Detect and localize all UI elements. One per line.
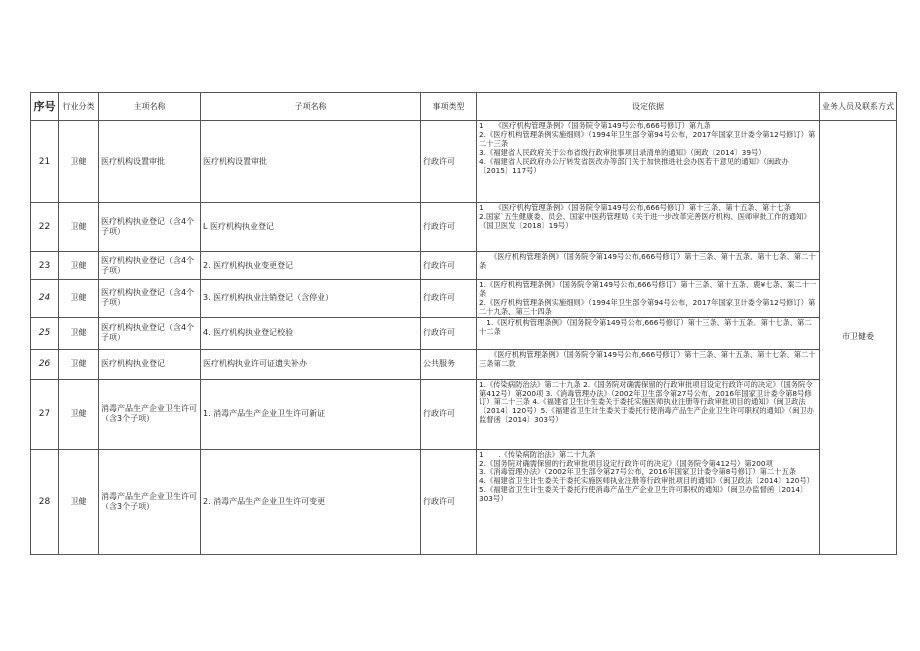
basis-line: 1.《医疗机构管理条例》（国务院令第149号公布,666号修订）第十三条、第十五条、第十七条、第二十二条 — [479, 317, 812, 336]
cell-industry: 卫健 — [59, 449, 99, 554]
cell-industry: 卫健 — [59, 252, 99, 280]
cell-contact: 市卫健委 — [820, 121, 897, 555]
basis-line: 2.《医疗机构管理条例实施细则》（1994年卫生部令第94号公布，2017年国家卫计委令第12号修订）第二十三条 — [479, 129, 816, 148]
table-header-row — [31, 93, 897, 121]
table-row — [31, 449, 897, 554]
header-seq: 序号 — [31, 93, 59, 121]
cell-sub-item: 4. 医疗机构执业登记校验 — [201, 317, 421, 349]
table-row — [31, 280, 897, 318]
cell-industry: 卫健 — [59, 121, 99, 203]
table-row — [31, 349, 897, 379]
cell-type: 行政许可 — [421, 379, 477, 449]
table-row — [31, 252, 897, 280]
cell-industry: 卫健 — [59, 379, 99, 449]
header-industry: 行业分类 — [59, 93, 99, 121]
cell-basis — [477, 121, 820, 203]
basis-line: 1.《传染病防治法》第二十九条 2.《国务院对确需保留的行政审批项目设定行政许可的决定》（国务院令第412号）第200项 3.《消毒管理办法》（2002年卫生部令第27号公布，2016年国家卫计委令第8号修订）第二十三条 4.《福建省卫生计生委关于委托实施医师执业注册等行政审批项目的通知》（闽卫政法〔2014〕120号）5.《福建省卫生计生委关于委托行使消毒产品生产企业卫生许可职权的通知》（闽卫办监督函〔2014〕303号） — [479, 379, 814, 425]
header-contact: 业务人员及联系方式 — [820, 93, 897, 121]
cell-type: 行政许可 — [421, 121, 477, 203]
cell-type: 行政许可 — [421, 203, 477, 252]
cell-sub-item: 3. 医疗机构执业注销登记（含停业） — [201, 280, 421, 318]
cell-sub-item: 2. 消毒产品生产企业卫生许可变更 — [201, 449, 421, 554]
cell-type: 行政许可 — [421, 317, 477, 349]
cell-seq: 26 — [31, 349, 59, 379]
cell-basis — [477, 280, 820, 318]
basis-line: 4.《福建省人民政府办公厅转发省医改办等部门关于加快推进社会办医若干意见的通知》（闽政办〔2015〕117号） — [479, 156, 789, 175]
basis-line: 2.国家`五生健康委、员会、国家中医药管理局《关于进一步改革完善医疗机构、医师审批工作的通知》（国卫医发〔2018〕19号） — [479, 211, 811, 230]
table-row — [31, 121, 897, 203]
basis-line: 2.《国务院对确需保留的行政审批项目设定行政许可的决定》（国务院令第412号）第200项 — [479, 458, 773, 468]
header-basis: 设定依据 — [477, 93, 820, 121]
cell-seq: 25 — [31, 317, 59, 349]
cell-type: 行政许可 — [421, 449, 477, 554]
cell-seq: 28 — [31, 449, 59, 554]
basis-line: 《医疗机构管理条例》（国务院令第149号公布,666号修订）第十三条、第十五条、第十七条、第二十三条第二款 — [479, 349, 816, 368]
basis-line: 4.《福建省卫生计生委关于委托实施医师执业注册等行政审批项目的通知》（闽卫政法〔2014〕120号） — [479, 476, 814, 486]
cell-basis — [477, 449, 820, 554]
basis-line: 1 《医疗机构管理条例》（国务院令第149号公布,666号修订）第十三条、第十五条、第十七条 — [479, 203, 792, 212]
header-type: 事项类型 — [421, 93, 477, 121]
cell-main-item: 医疗机构执业登记（含4个子项） — [99, 203, 201, 252]
header-sub-item: 子项名称 — [201, 93, 421, 121]
cell-sub-item: 1. 消毒产品生产企业卫生许可新证 — [201, 379, 421, 449]
cell-main-item: 医疗机构执业登记 — [99, 349, 201, 379]
cell-seq: 24 — [31, 280, 59, 318]
cell-industry: 卫健 — [59, 349, 99, 379]
basis-line: 3.《福建省人民政府关于公布省级行政审批事项目录清单的通知》（闽政〔2014〕39号） — [479, 147, 766, 157]
cell-type: 行政许可 — [421, 252, 477, 280]
cell-main-item: 消毒产品生产企业卫生许可（含3个子项） — [99, 379, 201, 449]
cell-basis — [477, 349, 820, 379]
permit-items-table — [30, 92, 897, 555]
cell-seq: 23 — [31, 252, 59, 280]
cell-main-item: 医疗机构执业登记（含4个子项） — [99, 252, 201, 280]
basis-line: 《医疗机构管理条例》（国务院令第149号公布,666号修订）第十三条、第十五条、第十七条、第二十条 — [479, 252, 816, 270]
cell-main-item: 医疗机构执业登记（含4个子项） — [99, 317, 201, 349]
permit-table-sheet — [30, 92, 896, 555]
table-row — [31, 317, 897, 349]
cell-type: 行政许可 — [421, 280, 477, 318]
cell-basis — [477, 379, 820, 449]
cell-main-item: 医疗机构设置审批 — [99, 121, 201, 203]
cell-seq: 21 — [31, 121, 59, 203]
cell-sub-item: 2. 医疗机构执业变更登记 — [201, 252, 421, 280]
table-row — [31, 203, 897, 252]
basis-line: 1 《医疗机构管理条例》（国务院令第149号公布,666号修订）第九条 — [479, 121, 711, 130]
basis-line: 1.《医疗机构管理条例》（国务院令第149号公布,666号修订）第十三条、第十五条、鹿¥七条、案二十一条 — [479, 280, 817, 298]
cell-seq: 22 — [31, 203, 59, 252]
cell-main-item: 医疗机构执业登记（含4个子项） — [99, 280, 201, 318]
cell-seq: 27 — [31, 379, 59, 449]
cell-industry: 卫健 — [59, 317, 99, 349]
basis-line: 5.《福建省卫生计生委关于委托行使消毒产品生产企业卫生许可职权的通知》（闽卫办监督函〔2014〕303号） — [479, 485, 808, 504]
cell-sub-item: L 医疗机构执业登记 — [201, 203, 421, 252]
basis-line: 1 .《传染病防治法》第二十九条 — [479, 449, 596, 459]
cell-basis — [477, 203, 820, 252]
header-main-item: 主项名称 — [99, 93, 201, 121]
cell-industry: 卫健 — [59, 203, 99, 252]
cell-main-item: 消毒产品生产企业卫生许可（含3个子项） — [99, 449, 201, 554]
cell-type: 公共服务 — [421, 349, 477, 379]
cell-basis — [477, 252, 820, 280]
basis-line: 3.《消毒管理办法》（2002年卫生部令第27号公布，2016年国家卫计委令第8号修订）第二十五条 — [479, 467, 797, 477]
cell-basis — [477, 317, 820, 349]
cell-sub-item: 医疗机构执业许可证遗失补办 — [201, 349, 421, 379]
basis-line: 2.《医疗机构管理条例实施细则》（1994年卫生部令第94号公布，2017年国家卫计委令第12号修订）第二十九条、第三十四条 — [479, 297, 816, 316]
table-row — [31, 379, 897, 449]
cell-sub-item: 医疗机构设置审批 — [201, 121, 421, 203]
cell-industry: 卫健 — [59, 280, 99, 318]
